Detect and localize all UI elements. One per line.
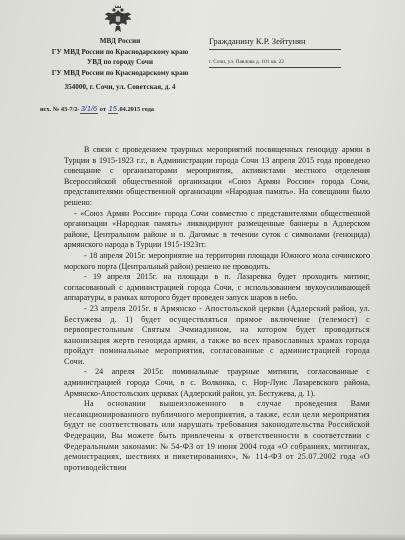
outgoing-date-rest: .04.2015 года <box>117 106 155 113</box>
recipient-underline <box>209 48 341 50</box>
body-paragraph: - 24 апреля 2015г. поминальные траурные митинги, согласованные с администрацией города Сочи, в с. Волконка, с. Нор-Луис Лазаревского района, Армянско-Апостольских церквах (Адлерский район, ул. Бестужева, д. 1). <box>64 367 370 398</box>
recipient-block <box>209 36 341 68</box>
outgoing-date-label: от <box>99 106 107 113</box>
recipient-name: Гражданину К.Р. Зейтунян <box>209 36 306 46</box>
outgoing-day-handwritten: 15 <box>108 104 117 113</box>
outgoing-number-handwritten: 3/1/6 <box>80 104 98 113</box>
double-headed-eagle-emblem <box>104 4 132 34</box>
body-paragraph: - 23 апреля 2015г. в Армянско - Апостольской церкви (Адлерский район, ул. Бестужева д. 1) будет осуществляться прямое включение (телемост) с первопрестольным Святым Эчмиадзином, на котором будет проводиться канонизация жертв геноцида армян, а также во всех православных храмах города пройдут поминальные мероприятия, согласованные с администрацией города Сочи. <box>64 303 370 366</box>
org-line: МВД России <box>99 37 141 45</box>
body-paragraph: - 19 апреля 2015г. на площади в п. Лазаревка будет проходить митинг, согласованный с администрацией города Сочи, с использованием звукоусиливающей аппаратуры, в рамках которого будет проведен запуск шаров в небо. <box>64 272 370 303</box>
org-line: ГУ МВД России по Краснодарскому краю <box>51 47 189 56</box>
body-paragraph: - 18 апреля 2015г. мероприятие на территории площади Южного мола сочинского морского порта (Центральный район) решено не проводить. <box>64 250 370 271</box>
recipient-address: г. Сочи, ул. Павлова д. 101 кв. 22 <box>209 59 285 65</box>
body-paragraph: В связи с проведением траурных мероприятий посвященных геноциду армян в Турции в 1915-1923 г.г., в Администрации города Сочи 13 апреля 2015 года проведено совещание с организаторами мероприятия, активистами местного отделения Всероссийской общественной организации «Союз Армян России» города Сочи, представителями общественной организации «Народная память». На совещании было решено: <box>64 145 370 207</box>
org-line: УВД по городу Сочи <box>87 58 153 67</box>
page-edge <box>0 534 405 540</box>
outgoing-number-printed: 43-7/2- <box>60 106 80 113</box>
outgoing-prefix: исх. № <box>40 106 60 113</box>
letter-body <box>64 145 370 473</box>
letterhead <box>36 36 204 93</box>
org-line: ГУ МВД России по Краснодарскому краю <box>51 68 189 77</box>
outgoing-number <box>40 104 154 114</box>
org-address: 354000, г. Сочи, ул. Советская, д. 4 <box>64 83 176 92</box>
recipient-address-underline <box>209 66 341 68</box>
body-paragraph: На основании вышеизложенного в случае проведения Вами несанкционированного публичного мероприятия, а также, если цели мероприятия будут не соответствовать или нарушать требования законодательства Российской Федерации, Вы можете быть привлечены к ответственности в соответствии с Федеральными законами: № 54-ФЗ от 19 июня 2004 года «О собраниях, митингах, демонстрациях, шествиях и пикетированиях», № 114-ФЗ от 25.07.2002 года «О противодействии <box>64 399 370 472</box>
body-paragraph: - «Союз Армян России» города Сочи совместно с представителями общественной организации «Народная память» ликвидируют размещенные баннеры в Адлерском районе, Центральном районе и п. Дагомыс в течении суток с символами (геноцида) армянского народа в Турции 1915-1923гг. <box>64 208 370 250</box>
